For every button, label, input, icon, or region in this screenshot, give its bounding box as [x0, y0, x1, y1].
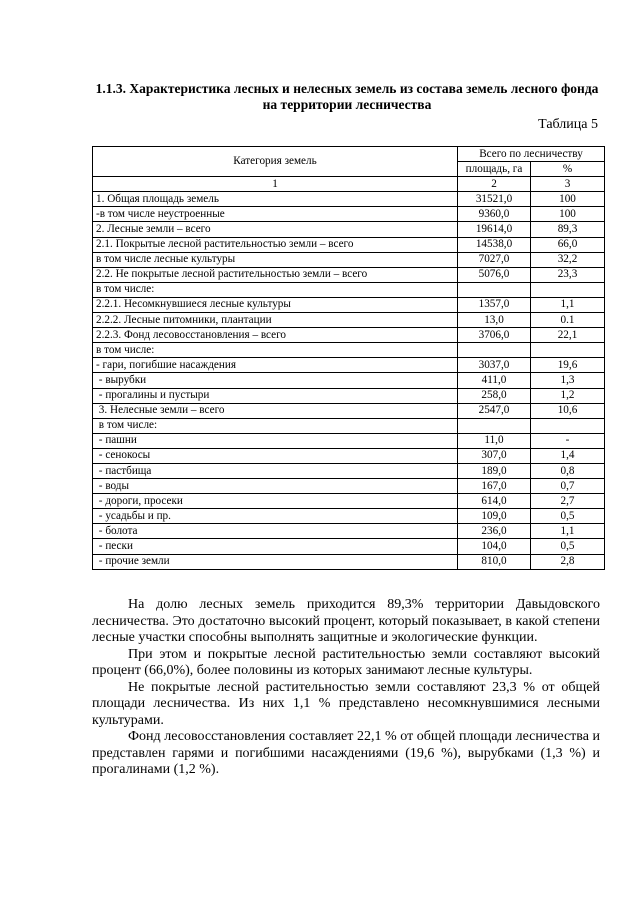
row-area: [458, 343, 531, 358]
row-category: - вырубки: [93, 373, 458, 388]
table-row: [93, 373, 605, 388]
paragraph: Фонд лесовосстановления составляет 22,1 % от общей площади лесничества и представлен гарями и погибшими насаждениями (19,6 %), вырубками (1,3 %) и прогалинами (1,2 %).: [92, 729, 600, 777]
row-category: -в том числе неустроенные: [93, 207, 458, 222]
table-caption: Таблица 5: [538, 117, 598, 132]
row-percent: 66,0: [531, 237, 605, 252]
table-row: [93, 192, 605, 207]
body-text: [92, 597, 600, 779]
row-category: - воды: [93, 479, 458, 494]
row-area: 307,0: [458, 448, 531, 463]
row-percent: -: [531, 433, 605, 448]
row-category: 2.1. Покрытые лесной растительностью земли – всего: [93, 237, 458, 252]
paragraph: На долю лесных земель приходится 89,3% территории Давыдовского лесничества. Это достаточно высокий процент, который показывает, в какой степени лесные участки способны выполнять защитные и экологические функции.: [92, 597, 600, 645]
row-category: - сенокосы: [93, 448, 458, 463]
row-category: 2.2.3. Фонд лесовосстановления – всего: [93, 328, 458, 343]
table-row: [93, 448, 605, 463]
row-percent: 0,5: [531, 509, 605, 524]
row-area: 258,0: [458, 388, 531, 403]
table-row: [93, 403, 605, 418]
table-row: [93, 554, 605, 569]
table-row: [93, 237, 605, 252]
row-area: 3706,0: [458, 328, 531, 343]
row-area: 3037,0: [458, 358, 531, 373]
row-percent: [531, 343, 605, 358]
row-area: 19614,0: [458, 222, 531, 237]
row-category: в том числе лесные культуры: [93, 252, 458, 267]
table-row: [93, 433, 605, 448]
table-row: [93, 463, 605, 478]
header-col-1: 1: [93, 177, 458, 192]
section-title: 1.1.3. Характеристика лесных и нелесных земель из состава земель лесного фонда на территории лесничества: [95, 81, 599, 112]
row-area: 2547,0: [458, 403, 531, 418]
header-total: Всего по лесничеству: [458, 147, 605, 162]
header-col-3: 3: [531, 177, 605, 192]
header-category: Категория земель: [93, 147, 458, 177]
paragraph: Не покрытые лесной растительностью земли составляют 23,3 % от общей площади лесничества. Из них 1,1 % представлено несомкнувшимися лесными культурами.: [92, 679, 600, 728]
row-percent: 1,4: [531, 448, 605, 463]
row-percent: [531, 282, 605, 297]
row-area: 810,0: [458, 554, 531, 569]
row-percent: [531, 418, 605, 433]
table-row: [93, 343, 605, 358]
row-category: - пастбища: [93, 463, 458, 478]
row-area: 614,0: [458, 494, 531, 509]
row-area: 236,0: [458, 524, 531, 539]
table-row: [93, 207, 605, 222]
row-area: 13,0: [458, 313, 531, 328]
table-row: [93, 539, 605, 554]
header-col-2: 2: [458, 177, 531, 192]
row-category: - пески: [93, 539, 458, 554]
row-percent: 89,3: [531, 222, 605, 237]
table-row: [93, 252, 605, 267]
row-area: 7027,0: [458, 252, 531, 267]
table-column-numbers-row: [93, 177, 605, 192]
row-area: 189,0: [458, 463, 531, 478]
table-row: [93, 328, 605, 343]
row-category: в том числе:: [93, 418, 458, 433]
row-area: [458, 282, 531, 297]
row-category: 2.2.1. Несомкнувшиеся лесные культуры: [93, 297, 458, 312]
table-row: [93, 494, 605, 509]
row-percent: 0,5: [531, 539, 605, 554]
row-percent: 1,1: [531, 297, 605, 312]
row-percent: 32,2: [531, 252, 605, 267]
row-percent: 2,7: [531, 494, 605, 509]
table-body: [93, 192, 605, 569]
table-row: [93, 509, 605, 524]
row-area: 109,0: [458, 509, 531, 524]
row-percent: 19,6: [531, 358, 605, 373]
row-area: 411,0: [458, 373, 531, 388]
row-category: 2. Лесные земли – всего: [93, 222, 458, 237]
row-area: 104,0: [458, 539, 531, 554]
header-percent: %: [531, 162, 605, 177]
table-row: [93, 479, 605, 494]
row-percent: 1,2: [531, 388, 605, 403]
row-category: - пашни: [93, 433, 458, 448]
row-area: 9360,0: [458, 207, 531, 222]
row-area: 31521,0: [458, 192, 531, 207]
row-category: - усадьбы и пр.: [93, 509, 458, 524]
row-category: - дороги, просеки: [93, 494, 458, 509]
row-percent: 10,6: [531, 403, 605, 418]
row-category: - гари, погибшие насаждения: [93, 358, 458, 373]
row-category: в том числе:: [93, 343, 458, 358]
row-percent: 0.1: [531, 313, 605, 328]
table-row: [93, 297, 605, 312]
row-category: - прогалины и пустыри: [93, 388, 458, 403]
header-area: площадь, га: [458, 162, 531, 177]
row-percent: 100: [531, 192, 605, 207]
row-percent: 22,1: [531, 328, 605, 343]
table-row: [93, 358, 605, 373]
row-area: 5076,0: [458, 267, 531, 282]
table-row: [93, 267, 605, 282]
row-percent: 0,8: [531, 463, 605, 478]
row-area: 167,0: [458, 479, 531, 494]
row-category: в том числе:: [93, 282, 458, 297]
table-row: [93, 222, 605, 237]
land-category-table: [92, 146, 605, 570]
table-row: [93, 418, 605, 433]
row-percent: 23,3: [531, 267, 605, 282]
row-area: 14538,0: [458, 237, 531, 252]
row-category: 2.2.2. Лесные питомники, плантации: [93, 313, 458, 328]
table-row: [93, 313, 605, 328]
row-category: 1. Общая площадь земель: [93, 192, 458, 207]
row-percent: 1,3: [531, 373, 605, 388]
paragraph: При этом и покрытые лесной растительностью земли составляют высокий процент (66,0%), более половины из которых занимают лесные культуры.: [92, 646, 600, 678]
row-percent: 1,1: [531, 524, 605, 539]
row-category: - болота: [93, 524, 458, 539]
row-percent: 0,7: [531, 479, 605, 494]
row-area: 1357,0: [458, 297, 531, 312]
row-percent: 2,8: [531, 554, 605, 569]
table-row: [93, 388, 605, 403]
row-area: [458, 418, 531, 433]
table-header-row: [93, 147, 605, 162]
row-category: 3. Нелесные земли – всего: [93, 403, 458, 418]
row-area: 11,0: [458, 433, 531, 448]
row-percent: 100: [531, 207, 605, 222]
table-row: [93, 524, 605, 539]
row-category: - прочие земли: [93, 554, 458, 569]
row-category: 2.2. Не покрытые лесной растительностью земли – всего: [93, 267, 458, 282]
table-row: [93, 282, 605, 297]
